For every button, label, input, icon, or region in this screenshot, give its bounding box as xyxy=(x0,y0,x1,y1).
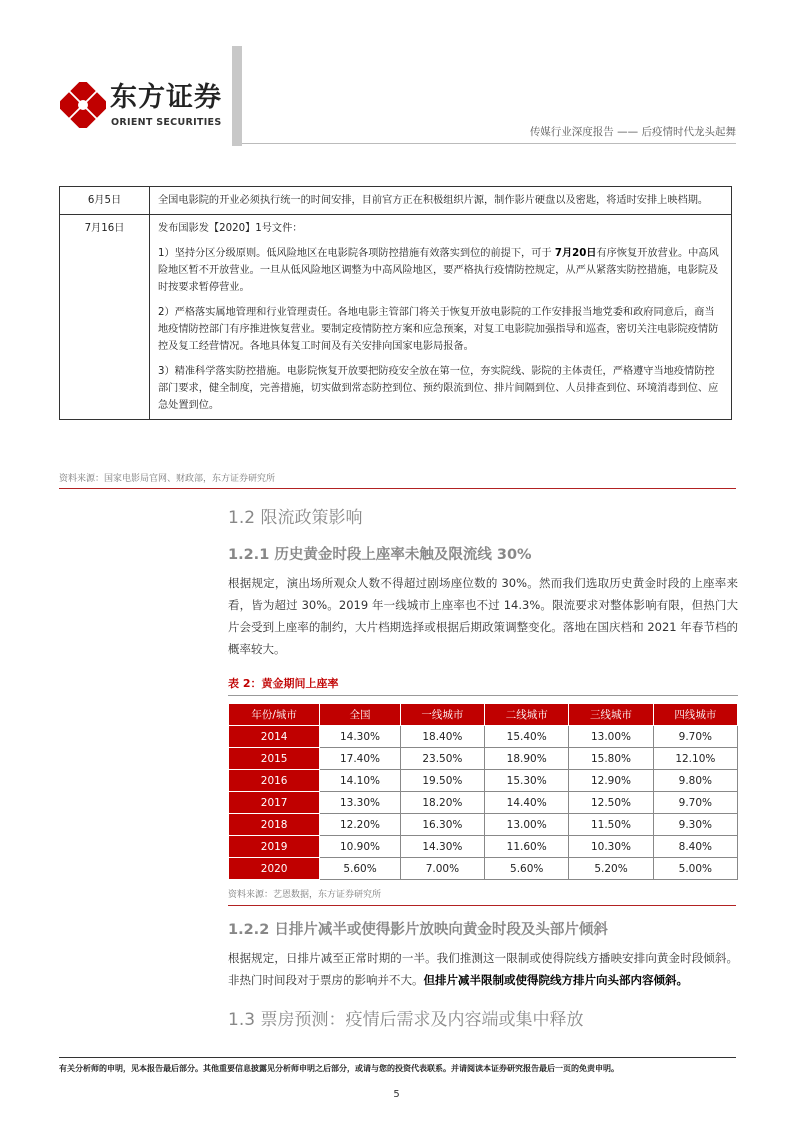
page-number: 5 xyxy=(393,1089,400,1100)
occupancy-cell: 8.40% xyxy=(653,836,737,858)
year-cell: 2014 xyxy=(229,726,320,748)
table-row xyxy=(229,836,738,858)
occupancy-cell: 12.10% xyxy=(653,748,737,770)
occupancy-cell: 13.30% xyxy=(320,792,400,814)
reopen-date: 7月20日 xyxy=(554,248,597,259)
year-cell: 2015 xyxy=(229,748,320,770)
occupancy-cell: 19.50% xyxy=(400,770,484,792)
occupancy-cell: 23.50% xyxy=(400,748,484,770)
occupancy-cell: 13.00% xyxy=(485,814,569,836)
footer-divider xyxy=(59,1057,736,1058)
occupancy-cell: 17.40% xyxy=(320,748,400,770)
occupancy-cell: 14.40% xyxy=(485,792,569,814)
occupancy-cell: 15.30% xyxy=(485,770,569,792)
occupancy-cell: 11.50% xyxy=(569,814,653,836)
table-row xyxy=(229,792,738,814)
year-cell: 2017 xyxy=(229,792,320,814)
occupancy-cell: 9.70% xyxy=(653,792,737,814)
column-header: 年份/城市 xyxy=(229,704,320,726)
policy-text: 发布国影发【2020】1号文件： xyxy=(158,223,303,234)
occupancy-cell: 18.40% xyxy=(400,726,484,748)
bold-conclusion: 但排片减半限制或使得院线方排片向头部内容倾斜。 xyxy=(423,973,688,987)
content-cell xyxy=(150,187,732,215)
occupancy-cell: 9.80% xyxy=(653,770,737,792)
subsection-heading: 1.2.1 历史黄金时段上座率未触及限流线 30% xyxy=(228,547,532,563)
year-cell: 2018 xyxy=(229,814,320,836)
column-header: 二线城市 xyxy=(485,704,569,726)
occupancy-cell: 12.50% xyxy=(569,792,653,814)
policy-point-1: 1）坚持分区分级原则。低风险地区在电影院各项防控措施有效落实到位的前提下，可于 7月20日有序恢复开放营业。中高风险地区暂不开放营业。一旦从低风险地区调整为中高风险地区，要严格执行疫情防控规定，从严从紧落实防控措施，电影院及时按要求暂停营业。 xyxy=(158,248,719,293)
caption-divider xyxy=(228,695,738,696)
occupancy-cell: 12.90% xyxy=(569,770,653,792)
policy-point-2: 2）严格落实属地管理和行业管理责任。各地电影主管部门将关于恢复开放电影院的工作安排报当地党委和政府同意后，商当地疫情防控部门有序推进恢复营业。要制定疫情防控方案和应急预案，对复工电影院加强指导和巡查，密切关注电影院疫情防控及复工经营情况。各地具体复工时间及有关安排向国家电影局报备。 xyxy=(158,307,719,352)
occupancy-cell: 10.30% xyxy=(569,836,653,858)
year-cell: 2019 xyxy=(229,836,320,858)
occupancy-cell: 16.30% xyxy=(400,814,484,836)
brand-name-en: ORIENT SECURITIES xyxy=(111,117,222,128)
occupancy-cell: 5.60% xyxy=(485,858,569,880)
table-row xyxy=(229,748,738,770)
table-row xyxy=(229,726,738,748)
occupancy-cell: 15.80% xyxy=(569,748,653,770)
occupancy-cell: 5.60% xyxy=(320,858,400,880)
year-cell: 2016 xyxy=(229,770,320,792)
table-row xyxy=(60,187,732,215)
occupancy-cell: 9.30% xyxy=(653,814,737,836)
occupancy-cell: 11.60% xyxy=(485,836,569,858)
policy-text: 全国电影院的开业必须执行统一的时间安排，目前官方正在积极组织片源，制作影片硬盘以及密匙，将适时安排上映档期。 xyxy=(158,195,709,206)
section-divider xyxy=(59,488,736,489)
section-heading: 1.3 票房预测：疫情后需求及内容端或集中释放 xyxy=(228,1010,584,1030)
year-cell: 2020 xyxy=(229,858,320,880)
table-source-note: 资料来源：国家电影局官网、财政部，东方证券研究所 xyxy=(59,474,276,484)
table-source-note: 资料来源：艺恩数据，东方证券研究所 xyxy=(228,890,382,900)
occupancy-cell: 18.20% xyxy=(400,792,484,814)
column-header: 全国 xyxy=(320,704,400,726)
occupancy-cell: 12.20% xyxy=(320,814,400,836)
date-cell: 6月5日 xyxy=(60,187,150,215)
footer-disclaimer: 有关分析师的申明，见本报告最后部分。其他重要信息披露见分析师申明之后部分，或请与您的投资代表联系。并请阅读本证券研究报告最后一页的免责申明。 xyxy=(59,1064,619,1073)
occupancy-cell: 14.10% xyxy=(320,770,400,792)
occupancy-cell: 13.00% xyxy=(569,726,653,748)
paragraph: 根据规定，日排片减至正常时期的一半。我们推测这一限制或使得院线方播映安排向黄金时段倾斜。非热门时间段对于票房的影响并不大。但排片减半限制或使得院线方排片向头部内容倾斜。 xyxy=(228,951,738,987)
table-row xyxy=(229,770,738,792)
occupancy-cell: 14.30% xyxy=(400,836,484,858)
section-divider xyxy=(228,905,736,906)
table-row xyxy=(60,215,732,420)
table-caption: 表 2：黄金期间上座率 xyxy=(228,677,339,690)
occupancy-cell: 10.90% xyxy=(320,836,400,858)
occupancy-table xyxy=(228,703,738,880)
column-header: 一线城市 xyxy=(400,704,484,726)
column-header: 三线城市 xyxy=(569,704,653,726)
date-cell: 7月16日 xyxy=(60,215,150,420)
section-heading: 1.2 限流政策影响 xyxy=(228,508,363,528)
policy-timeline-table xyxy=(59,186,732,420)
subsection-heading: 1.2.2 日排片减半或使得影片放映向黄金时段及头部片倾斜 xyxy=(228,922,608,938)
table-row xyxy=(229,858,738,880)
occupancy-cell: 9.70% xyxy=(653,726,737,748)
occupancy-cell: 14.30% xyxy=(320,726,400,748)
brand-name-cn: 东方证券 xyxy=(110,82,222,113)
header-grey-bar xyxy=(232,46,242,146)
orient-securities-logo-icon xyxy=(60,82,106,128)
column-header: 四线城市 xyxy=(653,704,737,726)
occupancy-cell: 5.20% xyxy=(569,858,653,880)
header-divider xyxy=(242,143,736,144)
report-title: 传媒行业深度报告 —— 后疫情时代龙头起舞 xyxy=(529,126,736,138)
paragraph: 根据规定，演出场所观众人数不得超过剧场座位数的 30%。然而我们选取历史黄金时段的上座率来看，皆为超过 30%。2019 年一线城市上座率也不过 14.3%。限流要求对整体影响有限，但热门大片会受到上座率的制约，大片档期选择或根据后期政策调整变化。落地在国庆档和 2021 年春节档的概率较大。 xyxy=(228,576,738,656)
content-cell xyxy=(150,215,732,420)
occupancy-cell: 7.00% xyxy=(400,858,484,880)
policy-point-3: 3）精准科学落实防控措施。电影院恢复开放要把防疫安全放在第一位，夯实院线、影院的主体责任，严格遵守当地疫情防控部门要求，健全制度，完善措施，切实做到常态防控到位、预约限流到位、排片间隔到位、人员排查到位、环境消毒到位、应急处置到位。 xyxy=(158,366,719,411)
table-header-row xyxy=(229,704,738,726)
occupancy-cell: 5.00% xyxy=(653,858,737,880)
occupancy-cell: 15.40% xyxy=(485,726,569,748)
table-row xyxy=(229,814,738,836)
occupancy-cell: 18.90% xyxy=(485,748,569,770)
